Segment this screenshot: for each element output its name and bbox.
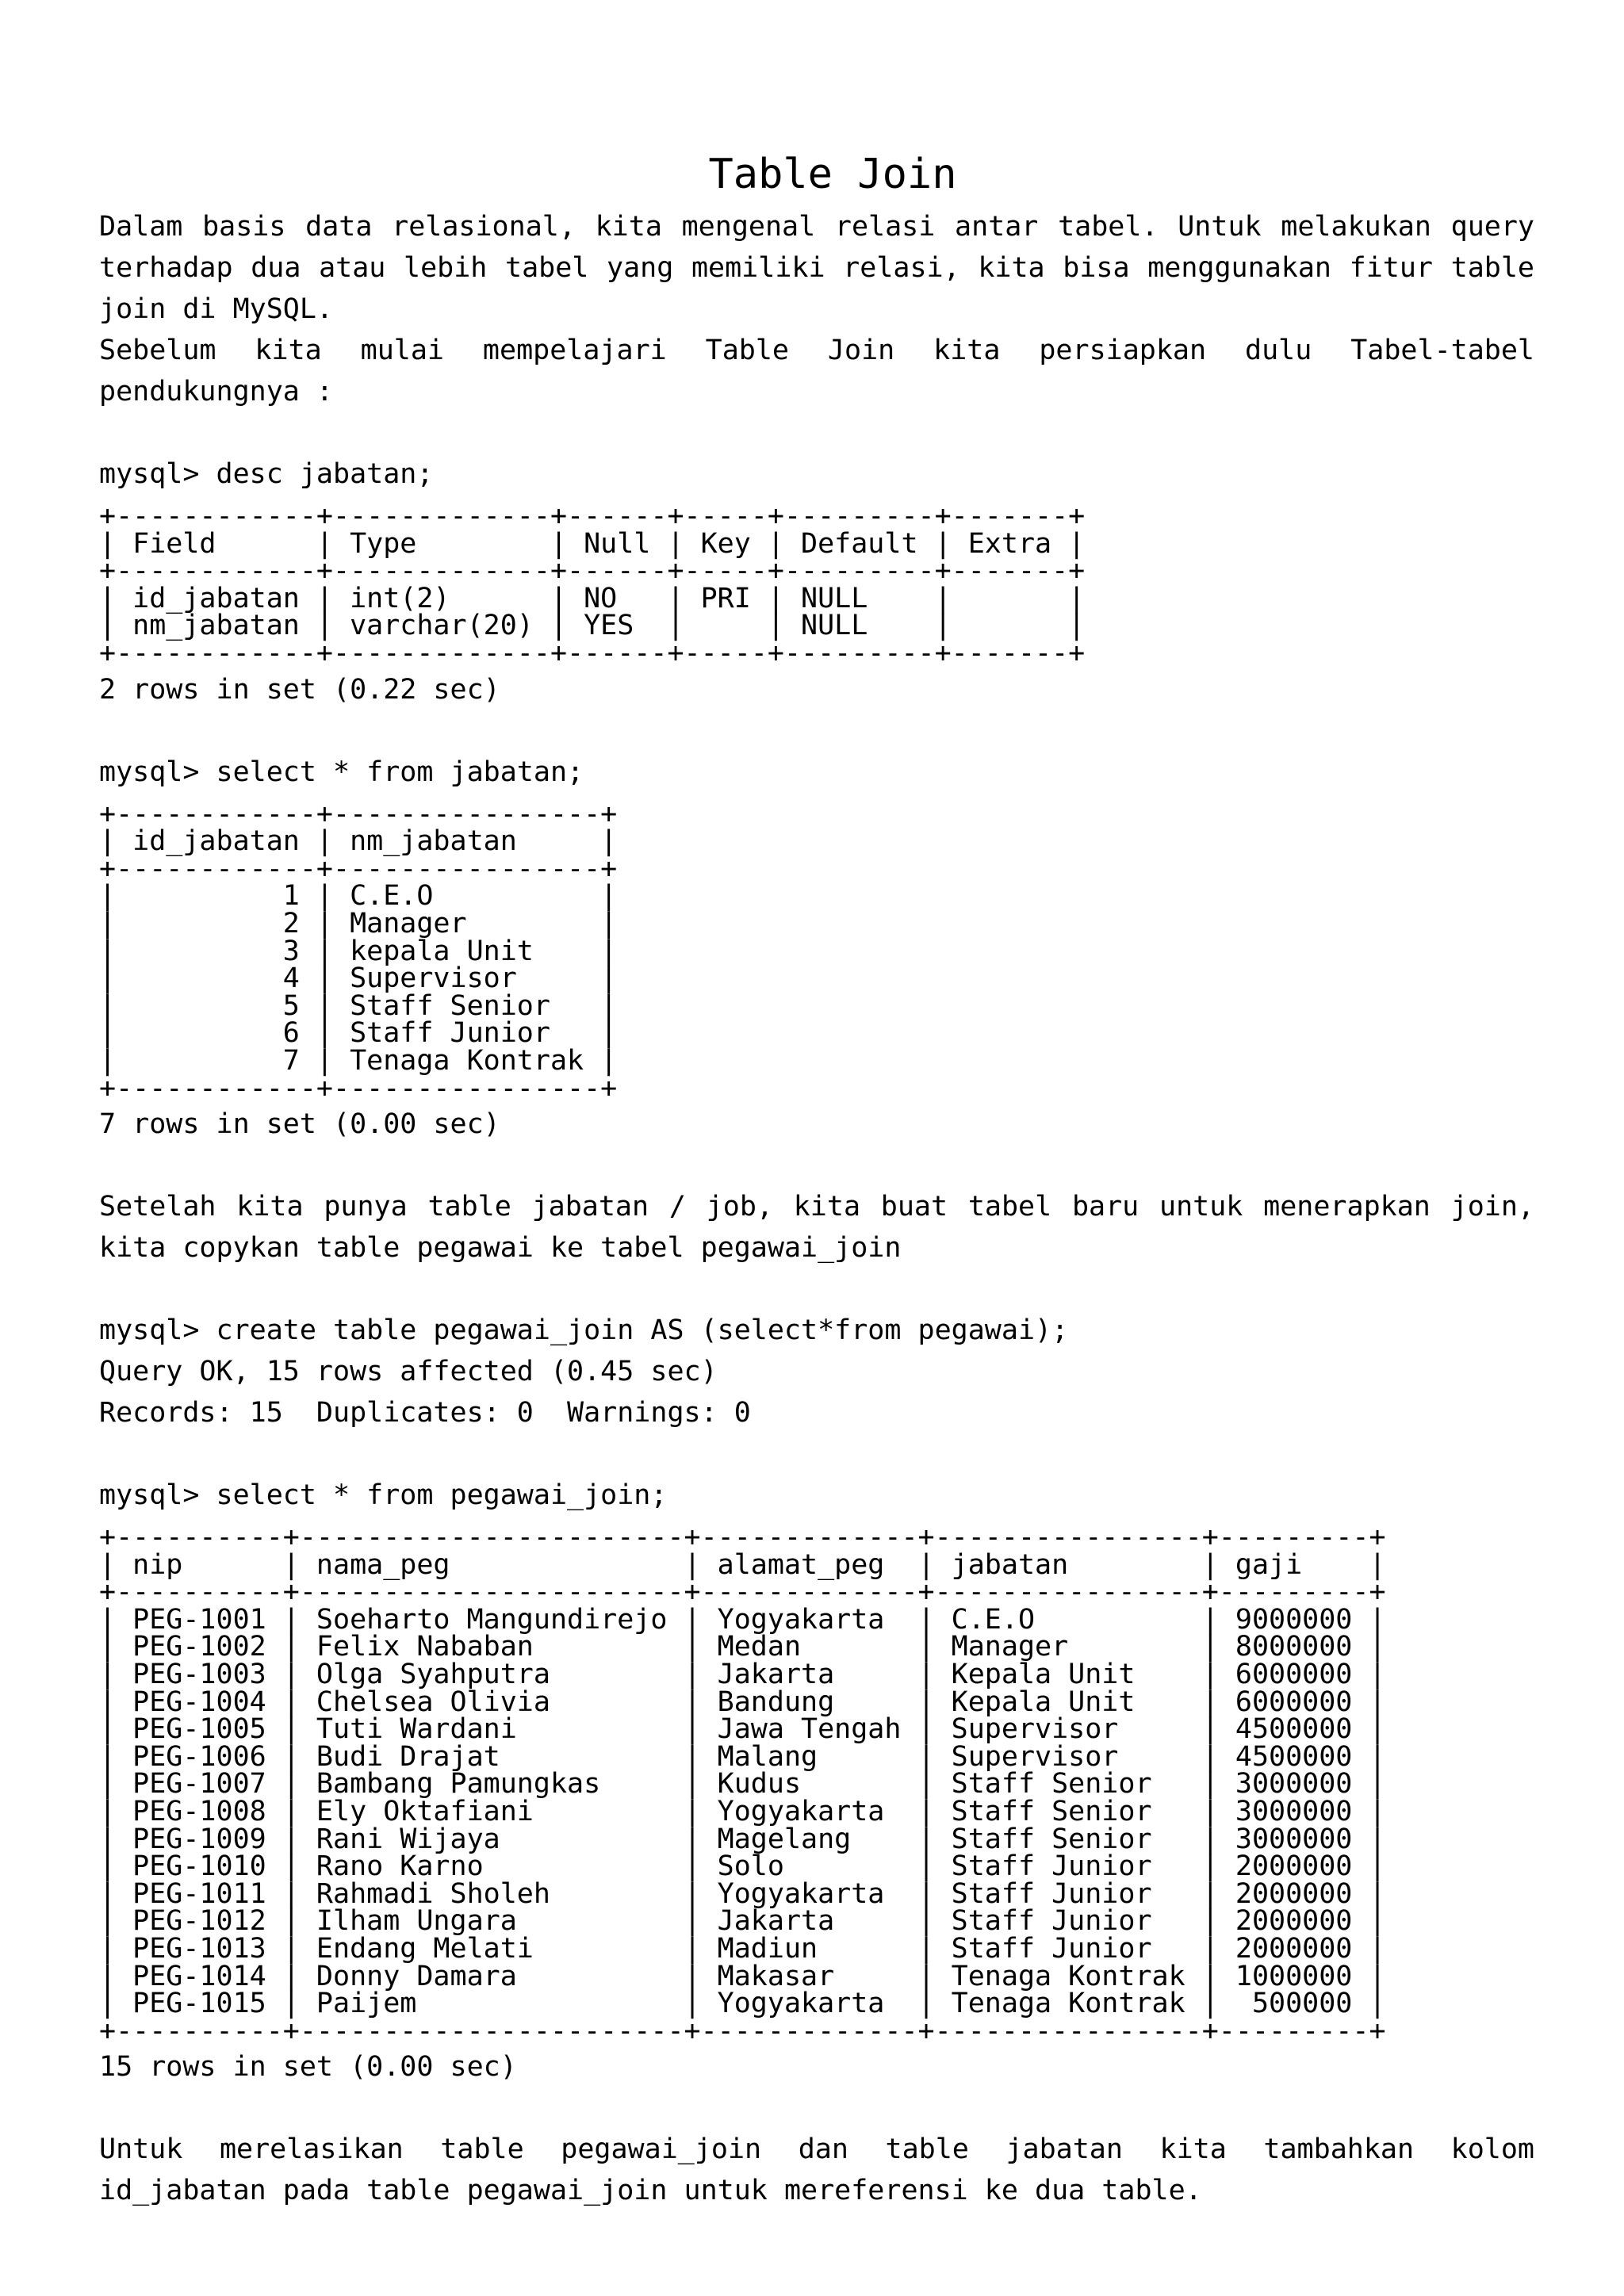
spacer (99, 1433, 1534, 1475)
spacer (99, 710, 1534, 752)
intro-paragraph: Dalam basis data relasional, kita mengenal relasi antar tabel. Untuk melakukan query terhadap dua atau lebih tabel yang memiliki relasi, kita bisa menggunakan fitur table join di MySQL. (99, 211, 1534, 325)
spacer (99, 2087, 1534, 2129)
spacer (99, 1145, 1534, 1186)
sql-command-select-pegawai: mysql> select * from pegawai_join; (99, 1479, 668, 1512)
page-title: Table Join (708, 151, 957, 198)
final-paragraph: Untuk merelasikan table pegawai_join dan table jabatan kita tambahkan kolom id_jabatan pada table pegawai_join untuk mereferensi ke dua table. (99, 2133, 1534, 2207)
spacer (99, 412, 1534, 453)
desc-jabatan-table: +------------+-------------+------+-----+---------+-------+ | Field | Type | Null | Key | Default | Extra | +------------+-------------+------+-----+---------+-------+ | id_jabatan | int(2) | NO | PRI | NULL | | | nm_jabatan | varchar(20) | YES | | NULL | | +------------+-------------+------+-----+---------+-------+ (99, 500, 1086, 669)
sql-result-create-2: Records: 15 Duplicates: 0 Warnings: 0 (99, 1397, 751, 1429)
sql-command-create: mysql> create table pegawai_join AS (select*from pegawai); (99, 1314, 1069, 1347)
sql-result-select-pegawai: 15 rows in set (0.00 sec) (99, 2051, 517, 2084)
sql-result-desc: 2 rows in set (0.22 sec) (99, 673, 500, 706)
jabatan-table: +------------+----------------+ | id_jabatan | nm_jabatan | +------------+----------------+ | 1 | C.E.O | | 2 | Manager | | 3 | kepala Unit | | 4 | Supervisor | | 5 | Staff Senior | | 6 | Staff Junior | | 7 | Tenaga Kontrak | +------------+----------------+ (99, 798, 618, 1104)
sql-result-create-1: Query OK, 15 rows affected (0.45 sec) (99, 1356, 718, 1388)
pegawai-join-table: +----------+-----------------------+-------------+----------------+---------+ | nip | nama_peg | alamat_peg | jabatan | gaji | +----------+-----------------------+-------------+----------------+---------+ | PEG-1001 | Soeharto Mangundirejo | Yogyakarta | C.E.O | 9000000 | | PEG-1002 | Felix Nababan | Medan | Manager | 8000000 | | PEG-1003 | Olga Syahputra | Jakarta | Kepala Unit | 6000000 | | PEG-1004 | Chelsea Olivia | Bandung | Kepala Unit | 6000000 | | PEG-1005 | Tuti Wardani | Jawa Tengah | Supervisor | 4500000 | | PEG-1006 | Budi Drajat | Malang | Supervisor | 4500000 | | PEG-1007 | Bambang Pamungkas | Kudus | Staff Senior | 3000000 | | PEG-1008 | Ely Oktafiani | Yogyakarta | Staff Senior | 3000000 | | PEG-1009 | Rani Wijaya | Magelang | Staff Senior | 3000000 | | PEG-1010 | Rano Karno | Solo | Staff Junior | 2000000 | | PEG-1011 | Rahmadi Sholeh | Yogyakarta | Staff Junior | 2000000 | | PEG-1012 | Ilham Ungara | Jakarta | Staff Junior | 2000000 | | PEG-1013 | Endang Melati | Madiun | Staff Junior | 2000000 | | PEG-1014 | Donny Damara | Makasar | Tenaga Kontrak | 1000000 | | PEG-1015 | Paijem | Yogyakarta | Tenaga Kontrak | 500000 | +----------+-----------------------+-------------+----------------+---------+ (99, 1521, 1386, 2047)
intro-paragraph-2: Sebelum kita mulai mempelajari Table Join kita persiapkan dulu Tabel-tabel pendukungnya : (99, 335, 1534, 408)
document-page (99, 143, 1534, 2211)
sql-command-select-jabatan: mysql> select * from jabatan; (99, 756, 584, 788)
sql-command-desc: mysql> desc jabatan; (99, 458, 434, 490)
paragraph-after-jabatan: Setelah kita punya table jabatan / job, kita buat tabel baru untuk menerapkan join, kita copykan table pegawai ke tabel pegawai_join (99, 1191, 1534, 1265)
sql-result-select-jabatan: 7 rows in set (0.00 sec) (99, 1108, 500, 1141)
spacer (99, 1269, 1534, 1310)
